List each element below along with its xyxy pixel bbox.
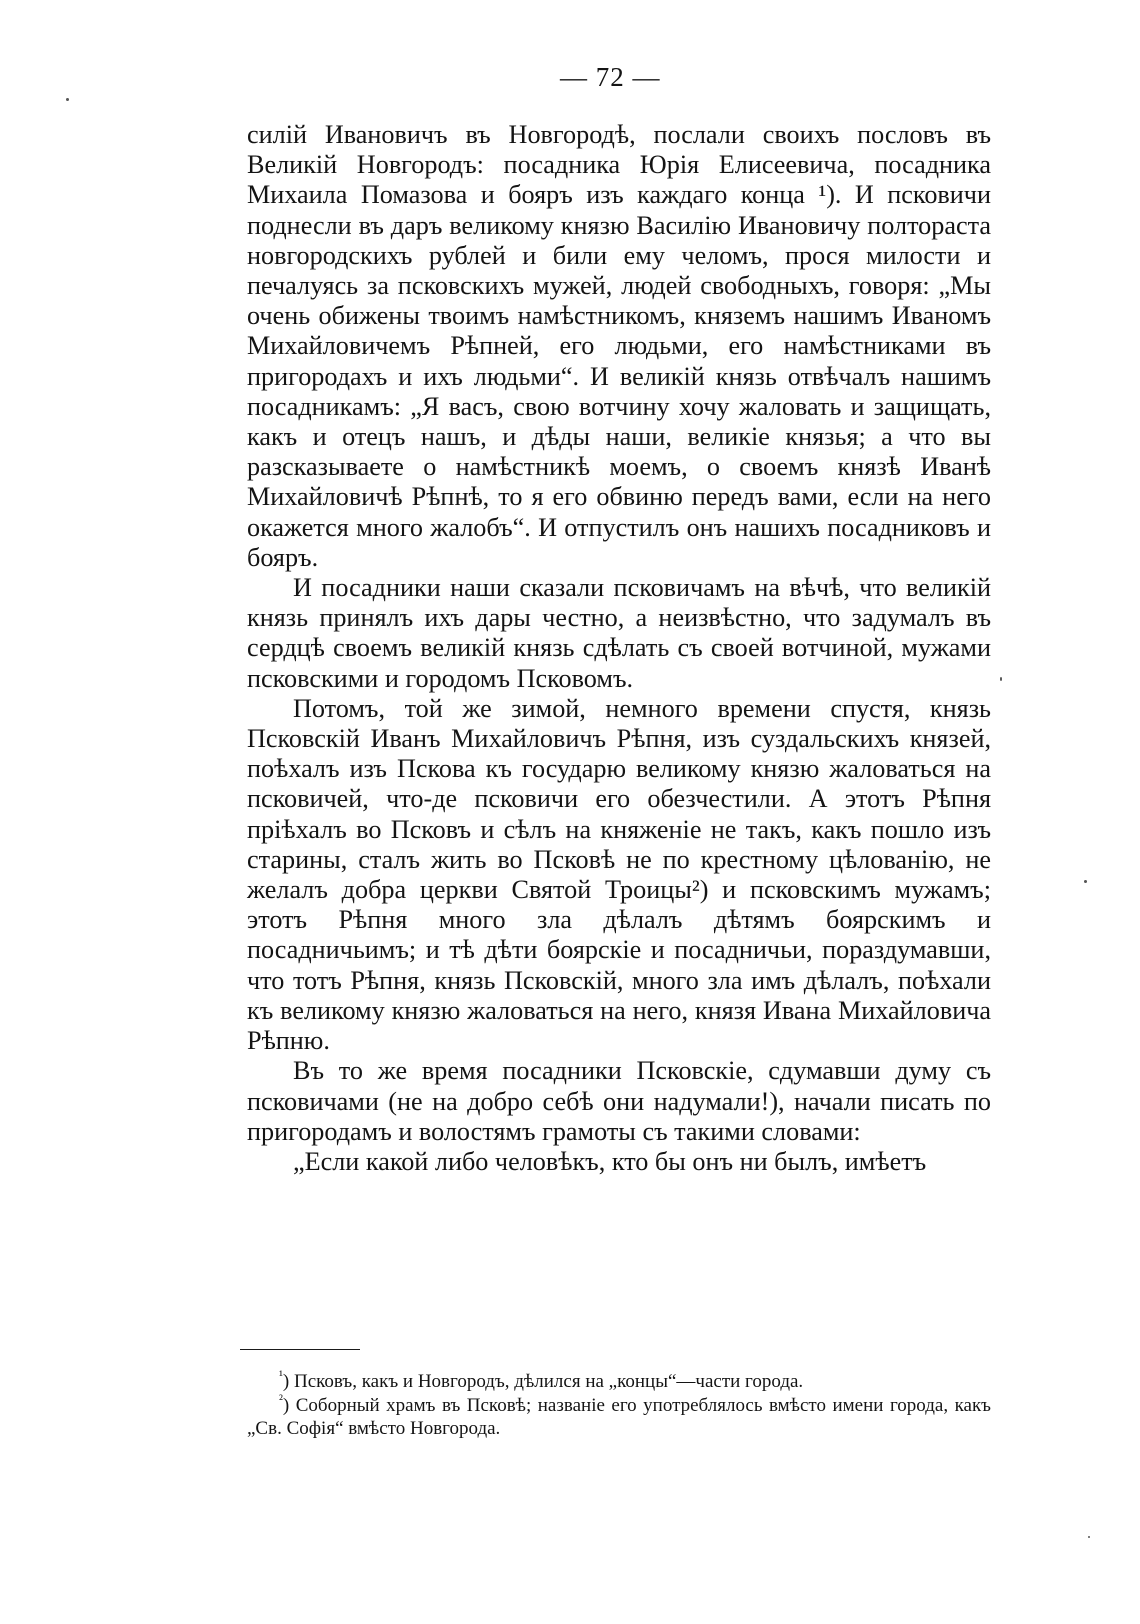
footnote-1-text: ) Псковъ, какъ и Новгородъ, дѣлился на „концы“—части города. xyxy=(282,1371,804,1392)
page-number: — 72 — xyxy=(560,62,661,92)
footnotes xyxy=(247,1367,991,1441)
paragraph-3: Потомъ, той же зимой, немного времени спустя, князь Псковскій Иванъ Михайловичъ Рѣпня, изъ суздальскихъ князей, поѣхалъ изъ Пскова къ государю великому князю жаловаться на псковичей, что-де псковичи его обезчестили. А этотъ Рѣпня пріѣхалъ во Псковъ и сѣлъ на княженіе не такъ, какъ пошло изъ старины, сталъ жить во Псковѣ не по крестному цѣлованію, не желалъ добра церкви Святой Троицы²) и псковскимъ мужамъ; этотъ Рѣпня много зла дѣлалъ дѣтямъ боярскимъ и посадничьимъ; и тѣ дѣти боярскіе и посадничьи, пораздумавши, что тотъ Рѣпня, князь Псковскій, много зла имъ дѣлалъ, поѣхали къ великому князю жаловаться на него, князя Ивана Михайловича Рѣпню. xyxy=(247,693,991,1056)
scan-speck xyxy=(1084,880,1087,883)
paragraph-5: „Если какой либо человѣкъ, кто бы онъ ни былъ, имѣетъ xyxy=(293,1146,927,1176)
scan-speck xyxy=(66,98,69,101)
paragraph-4: Въ то же время посадники Псковскіе, сдумавши думу съ псковичами (не на добро себѣ они надумали!), начали писать по пригородамъ и волостямъ грамоты съ такими словами: xyxy=(247,1056,991,1146)
paragraph-2: И посадники наши сказали псковичамъ на вѣчѣ, что великій князь принялъ ихъ дары честно, а неизвѣстно, что задумалъ въ сердцѣ своемъ великій князь сдѣлать съ своей вотчиной, мужами псковскими и городомъ Псковомъ. xyxy=(247,573,991,693)
footnote-divider xyxy=(240,1349,360,1350)
body-text xyxy=(247,120,991,1177)
scan-speck xyxy=(1000,677,1002,681)
footnote-2-mark: ² xyxy=(279,1391,283,1407)
scan-speck xyxy=(1088,1536,1090,1538)
footnote-1 xyxy=(247,1367,991,1394)
footnote-2-text: ) Соборный храмъ въ Псковѣ; названіе его употреблялось вмѣсто имени города, какъ „Св. Софія“ вмѣсто Новгорода. xyxy=(247,1394,991,1439)
paragraph-1: силій Ивановичъ въ Новгородѣ, послали своихъ пословъ въ Великій Новгородъ: посадника Юрія Елисеевича, посадника Михаила Помазова и бояръ изъ каждаго конца ¹). И псковичи поднесли въ даръ великому князю Василію Ивановичу полтораста новгородскихъ рублей и били ему челомъ, прося милости и печалуясь за псковскихъ мужей, людей свободныхъ, говоря: „Мы очень обижены твоимъ намѣстникомъ, княземъ нашимъ Иваномъ Михайловичемъ Рѣпней, его людьми, его намѣстниками въ пригородахъ и ихъ людьми“. И великій князь отвѣчалъ нашимъ посадникамъ: „Я васъ, свою вотчину хочу жаловать и защищать, какъ и отецъ нашъ, и дѣды наши, великіе князья; а что вы разсказываете о намѣстникѣ моемъ, о своемъ князѣ Иванѣ Михайловичѣ Рѣпнѣ, то я его обвиню передъ вами, если на него окажется много жалобъ“. И отпустилъ онъ нашихъ посадниковъ и бояръ. xyxy=(247,120,991,572)
footnote-2 xyxy=(247,1391,991,1441)
footnote-1-mark: ¹ xyxy=(279,1367,283,1383)
